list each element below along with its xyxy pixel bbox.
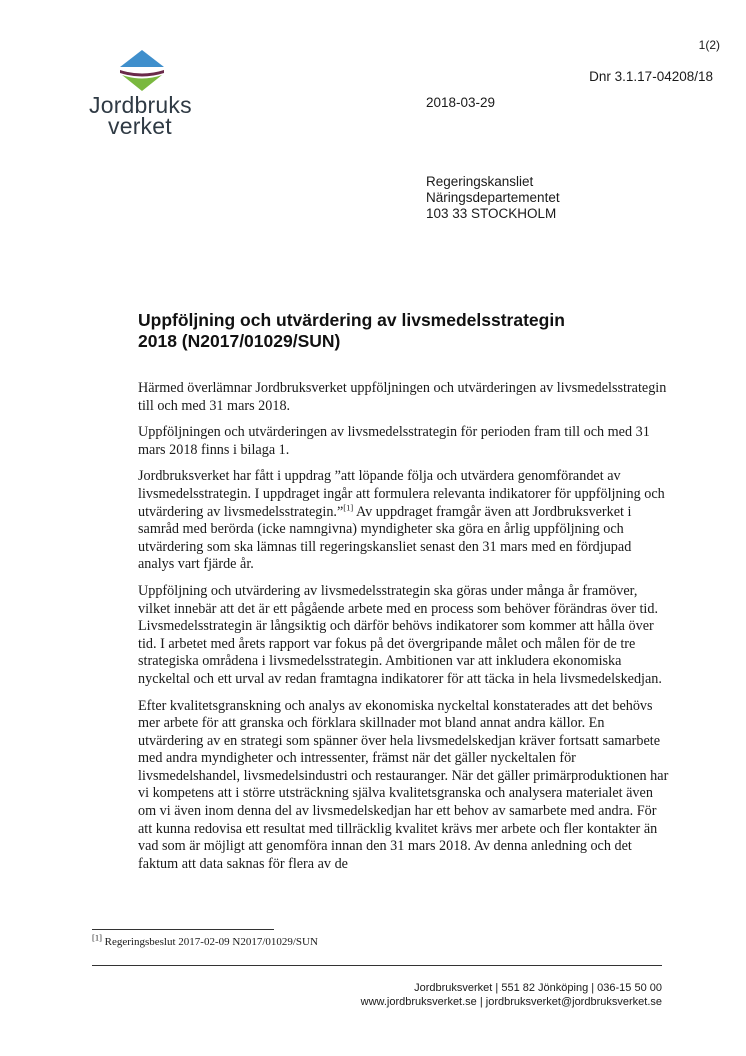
diary-number: Dnr 3.1.17-04208/18 (589, 69, 713, 84)
paragraph (138, 468, 670, 574)
title-line-1: Uppföljning och utvärdering av livsmedelsstrategin (138, 310, 565, 330)
paragraph: Härmed överlämnar Jordbruksverket uppföljningen och utvärderingen av livsmedelsstrategin till och med 31 mars 2018. (138, 380, 667, 414)
paragraph: Uppföljning och utvärdering av livsmedelsstrategin ska göras under många år framöver, vilket innebär att det är ett pågående arbete med en process som behöver förändras över tid. Livsmedelsstrategin är långsiktig och därför behövs indikatorer som kommer att hålla över tid. I arbetet med årets rapport var fokus på det övergripande målet och målen för de tre strategiska områdena i livsmedelsstrategin. Ambitionen var att inkludera ekonomiska nyckeltal och ett urval av redan framtagna indikatorer för att täcka in hela livsmedelskedjan. (138, 582, 662, 687)
recipient-line: Regeringskansliet (426, 174, 534, 189)
footnote (92, 932, 318, 948)
document-date: 2018-03-29 (426, 95, 496, 110)
recipient-line: 103 33 STOCKHOLM (426, 206, 557, 221)
footnote-text: Regeringsbeslut 2017-02-09 N2017/01029/SUN (101, 936, 318, 948)
title-line-2: 2018 (N2017/01029/SUN) (138, 331, 341, 351)
paragraph-text: Jordbruksverket har fått i uppdrag ”att löpande följa och utvärdera genomförandet av livsmedelsstrategin. I uppdraget ingår att formulera relevanta indikatorer för uppföljning och utvärdering av livsmedelsstrategin.” (138, 468, 665, 520)
footnote-divider (92, 929, 274, 930)
logo-wordmark (86, 92, 206, 139)
footer-contact: Jordbruksverket | 551 82 Jönköping | 036-15 50 00 (414, 982, 662, 994)
recipient-line: Näringsdepartementet (426, 190, 560, 205)
paragraph-text: Av uppdraget framgår även att Jordbruksverket i samråd med berörda (icke namngivna) myndigheter ska göra en årlig uppföljning och utvärdering som ska lämnas till regeringskansliet senast den 31 mars med en fördjupad analys vart fjärde år. (138, 503, 632, 573)
footer-web-email: www.jordbruksverket.se | jordbruksverket@jordbruksverket.se (360, 996, 662, 1008)
letter-body (138, 380, 670, 882)
page-number: 1(2) (698, 38, 720, 52)
footnote-marker: [1] (92, 932, 102, 943)
logo-line-1: Jordbruks (89, 92, 192, 118)
logo-line-2: verket (108, 113, 172, 139)
footer-divider (92, 965, 662, 966)
document-title (138, 310, 658, 352)
logo-mark-icon (120, 50, 164, 92)
paragraph: Efter kvalitetsgranskning och analys av ekonomiska nyckeltal konstaterades att det behövs mer arbete för att granska och förklara skillnader mot bland annat andra källor. En utvärdering av en strategi som spänner över hela livsmedelskedjan kräver fortsatt samarbete med andra myndigheter och intressenter, främst när det gäller nyckeltalen för livsmedelshandel, livsmedelsindustri och restauranger. När det gäller primärproduktionen har vi kompetens att i större utsträckning själva kvalitetsgranska och analysera materialet även om vi även inom denna del av livsmedelskedjan har ett behov av samarbete med andra. För att kunna redovisa ett resultat med tillräcklig kvalitet krävs mer arbete och fler kontakter än vad som är möjligt att genomföra innan den 31 mars 2018. Av denna anledning och det faktum att data saknas för flera av de (138, 697, 669, 872)
jordbruksverket-logo (86, 50, 206, 142)
recipient-address (426, 174, 560, 222)
paragraph: Uppföljningen och utvärderingen av livsmedelsstrategin för perioden fram till och med 31 mars 2018 finns i bilaga 1. (138, 424, 650, 458)
footnote-reference[interactable]: [1] (343, 501, 354, 512)
